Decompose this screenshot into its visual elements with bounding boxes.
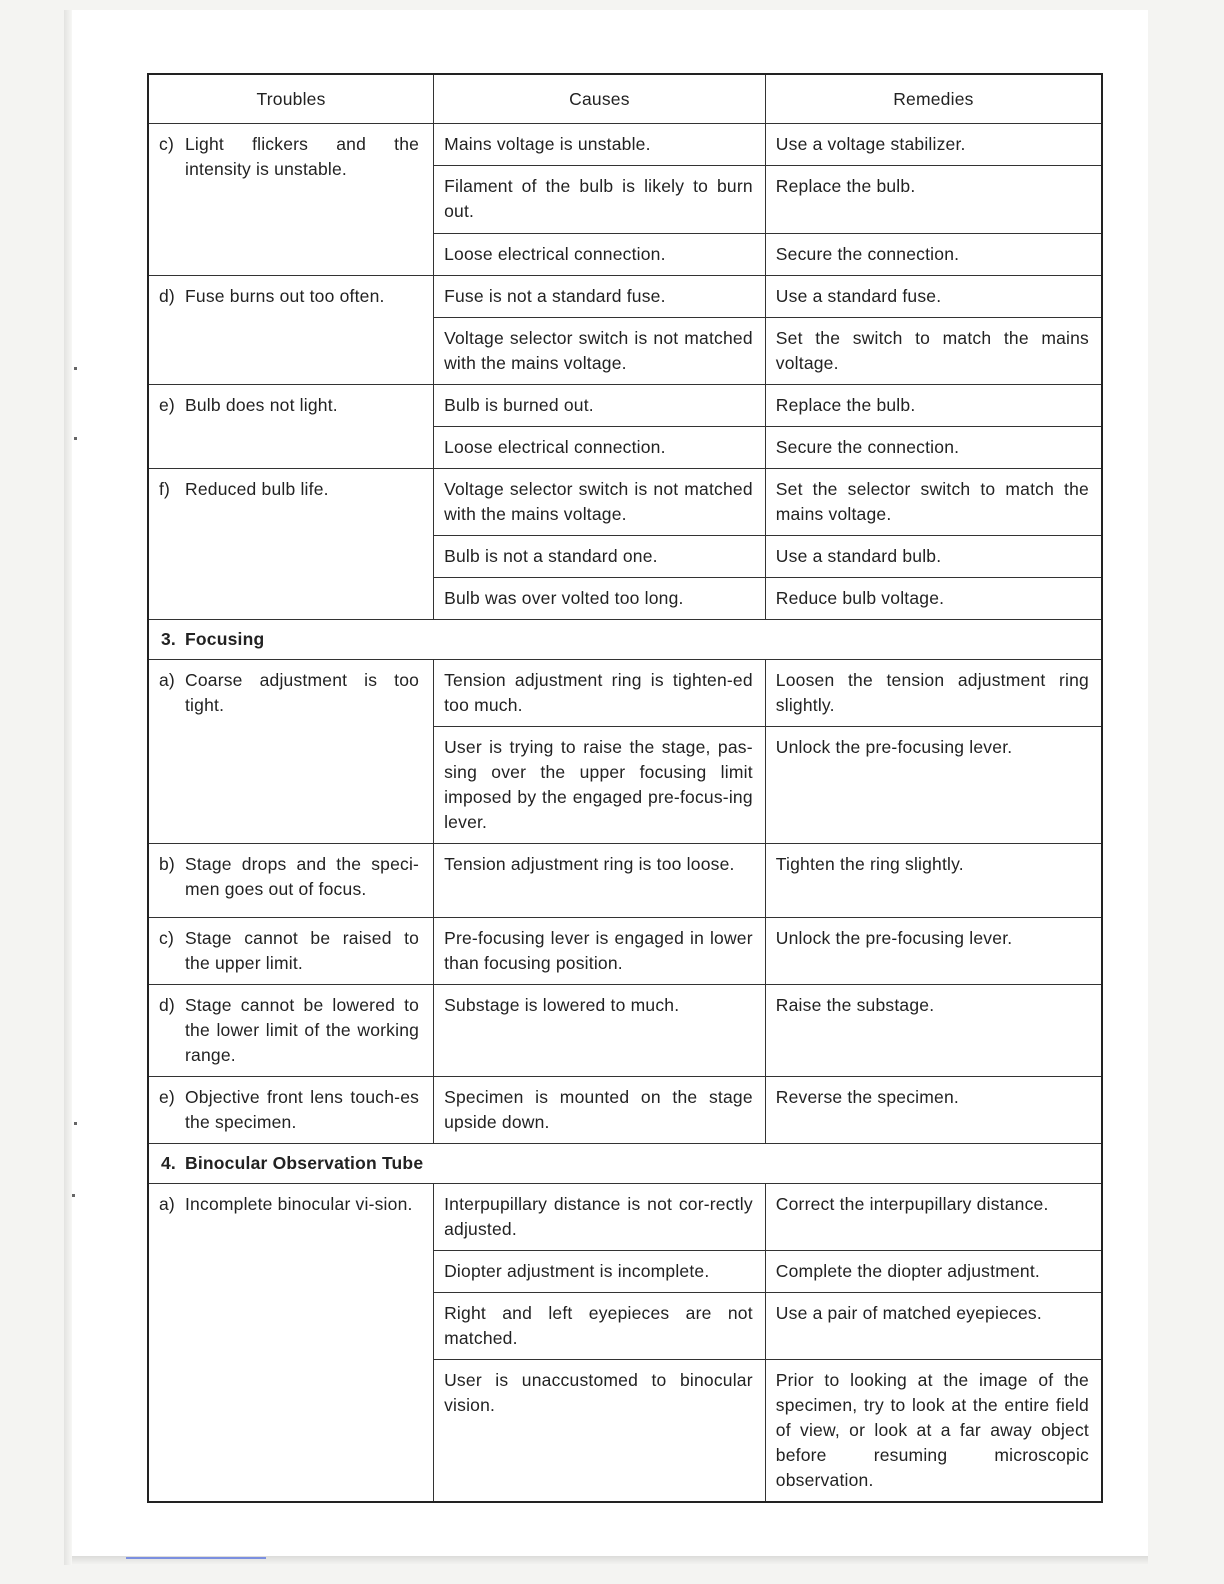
table-row	[148, 385, 1102, 427]
cause-cell: User is trying to raise the stage, pas-sing over the upper focusing limit imposed by the engaged pre-focus-ing lever.	[434, 727, 766, 844]
table-row	[148, 469, 1102, 536]
trouble-text: Reduced bulb life.	[185, 479, 329, 499]
cause-cell: Loose electrical connection.	[434, 234, 766, 276]
remedy-cell: Complete the diopter adjustment.	[765, 1251, 1102, 1293]
remedy-cell: Prior to looking at the image of the specimen, try to look at the entire field of view, or look at a far away object before resuming microscopic observation.	[765, 1360, 1102, 1503]
cause-cell: Interpupillary distance is not cor-rectly adjusted.	[434, 1184, 766, 1251]
remedy-cell: Use a pair of matched eyepieces.	[765, 1293, 1102, 1360]
cause-cell: Bulb is burned out.	[434, 385, 766, 427]
cause-cell: Loose electrical connection.	[434, 427, 766, 469]
remedy-cell: Use a standard fuse.	[765, 276, 1102, 318]
scan-edge-left	[64, 10, 72, 1565]
cause-cell: Tension adjustment ring is too loose.	[434, 844, 766, 918]
trouble-label: e)	[159, 395, 175, 415]
trouble-cell	[148, 1077, 434, 1144]
trouble-text: Stage drops and the speci-men goes out of focus.	[185, 854, 420, 899]
section-title: Focusing	[185, 629, 265, 649]
section-number: 4.	[161, 1153, 176, 1173]
trouble-text: Bulb does not light.	[185, 395, 338, 415]
trouble-cell	[148, 985, 434, 1077]
table-row	[148, 124, 1102, 166]
remedy-cell: Set the switch to match the mains voltage.	[765, 318, 1102, 385]
cause-cell: Substage is lowered to much.	[434, 985, 766, 1077]
section-heading	[148, 1144, 1102, 1184]
trouble-label: d)	[159, 995, 175, 1015]
cause-cell: Voltage selector switch is not matched with the mains voltage.	[434, 318, 766, 385]
scan-speck	[72, 1194, 75, 1197]
trouble-cell	[148, 918, 434, 985]
table-row	[148, 276, 1102, 318]
cause-cell: Bulb was over volted too long.	[434, 578, 766, 620]
trouble-label: a)	[159, 670, 175, 690]
remedy-cell: Replace the bulb.	[765, 166, 1102, 234]
scan-artifact-line	[126, 1557, 266, 1559]
scan-speck	[74, 437, 77, 440]
table-row	[148, 1077, 1102, 1144]
remedy-cell: Set the selector switch to match the mains voltage.	[765, 469, 1102, 536]
table-row	[148, 918, 1102, 985]
trouble-cell	[148, 276, 434, 385]
trouble-label: f)	[159, 479, 171, 499]
trouble-label: d)	[159, 286, 175, 306]
trouble-text: Coarse adjustment is too tight.	[185, 670, 420, 715]
remedy-cell: Use a voltage stabilizer.	[765, 124, 1102, 166]
section-heading	[148, 620, 1102, 660]
scan-speck	[74, 367, 77, 370]
remedy-cell: Reduce bulb voltage.	[765, 578, 1102, 620]
cause-cell: Right and left eyepieces are not matched.	[434, 1293, 766, 1360]
trouble-cell	[148, 660, 434, 844]
trouble-cell	[148, 124, 434, 276]
trouble-cell	[148, 844, 434, 918]
remedy-cell: Correct the interpupillary distance.	[765, 1184, 1102, 1251]
cause-cell: Mains voltage is unstable.	[434, 124, 766, 166]
cause-cell: Pre-focusing lever is engaged in lower than focusing position.	[434, 918, 766, 985]
table-row	[148, 985, 1102, 1077]
trouble-text: Light flickers and the intensity is unstable.	[185, 134, 420, 179]
cause-cell: Filament of the bulb is likely to burn out.	[434, 166, 766, 234]
remedy-cell: Secure the connection.	[765, 234, 1102, 276]
header-troubles: Troubles	[148, 74, 434, 124]
cause-cell: Bulb is not a standard one.	[434, 536, 766, 578]
trouble-cell	[148, 1184, 434, 1503]
scan-speck	[74, 1122, 77, 1125]
remedy-cell: Reverse the specimen.	[765, 1077, 1102, 1144]
cause-cell: User is unaccustomed to binocular vision.	[434, 1360, 766, 1503]
remedy-cell: Use a standard bulb.	[765, 536, 1102, 578]
remedy-cell: Unlock the pre-focusing lever.	[765, 918, 1102, 985]
remedy-cell: Tighten the ring slightly.	[765, 844, 1102, 918]
trouble-label: c)	[159, 134, 174, 154]
trouble-cell	[148, 469, 434, 620]
trouble-text: Stage cannot be lowered to the lower limit of the working range.	[185, 995, 420, 1065]
section-number: 3.	[161, 629, 176, 649]
trouble-text: Fuse burns out too often.	[185, 286, 385, 306]
header-causes: Causes	[434, 74, 766, 124]
table-header-row	[148, 74, 1102, 124]
cause-cell: Fuse is not a standard fuse.	[434, 276, 766, 318]
cause-cell: Diopter adjustment is incomplete.	[434, 1251, 766, 1293]
trouble-text: Incomplete binocular vi-sion.	[185, 1194, 413, 1214]
trouble-label: c)	[159, 928, 174, 948]
remedy-cell: Raise the substage.	[765, 985, 1102, 1077]
troubleshooting-table	[147, 73, 1103, 1503]
table-row	[148, 844, 1102, 918]
trouble-cell	[148, 385, 434, 469]
header-remedies: Remedies	[765, 74, 1102, 124]
trouble-text: Objective front lens touch-es the specimen.	[185, 1087, 420, 1132]
section-row-binocular	[148, 1144, 1102, 1184]
trouble-label: b)	[159, 854, 175, 874]
remedy-cell: Secure the connection.	[765, 427, 1102, 469]
remedy-cell: Unlock the pre-focusing lever.	[765, 727, 1102, 844]
remedy-cell: Loosen the tension adjustment ring slightly.	[765, 660, 1102, 727]
remedy-cell: Replace the bulb.	[765, 385, 1102, 427]
trouble-label: e)	[159, 1087, 175, 1107]
cause-cell: Voltage selector switch is not matched with the mains voltage.	[434, 469, 766, 536]
table-row	[148, 1184, 1102, 1251]
cause-cell: Tension adjustment ring is tighten-ed too much.	[434, 660, 766, 727]
section-title: Binocular Observation Tube	[185, 1153, 424, 1173]
section-row-focusing	[148, 620, 1102, 660]
trouble-text: Stage cannot be raised to the upper limit.	[185, 928, 420, 973]
trouble-label: a)	[159, 1194, 175, 1214]
cause-cell: Specimen is mounted on the stage upside down.	[434, 1077, 766, 1144]
table-row	[148, 660, 1102, 727]
